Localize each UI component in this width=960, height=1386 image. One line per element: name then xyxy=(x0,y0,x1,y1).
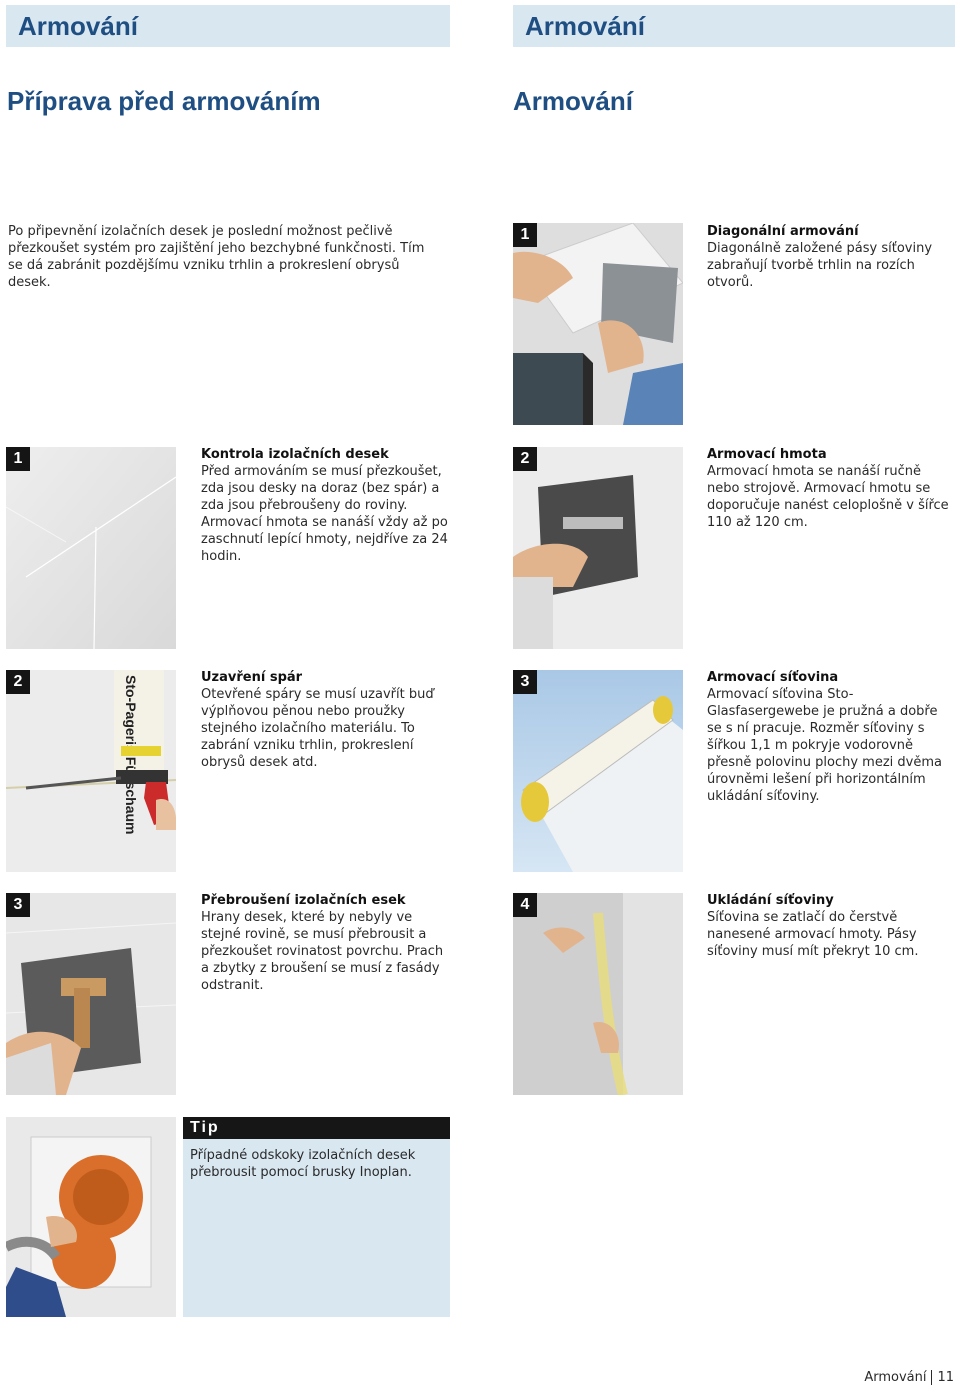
left-section-band-label: Armování xyxy=(18,11,138,41)
caption-title: Kontrola izolačních desek xyxy=(201,447,389,462)
caption-text: Otevřené spáry se musí uzavřít buď výplňovou pěnou nebo proužky stejného izolačního materiálu. To zabrání vzniku trhlin, prokreslení obrysů desek atd. xyxy=(201,687,434,770)
caption-reinforcing-mesh xyxy=(707,669,955,805)
page-footer xyxy=(864,1370,954,1385)
right-page-title: Armování xyxy=(513,86,633,116)
caption-diagonal-reinforcement xyxy=(707,223,955,291)
tip-heading xyxy=(183,1117,450,1139)
step-number-badge: 2 xyxy=(6,670,30,694)
step-number-badge: 1 xyxy=(513,223,537,247)
step-number-badge: 3 xyxy=(513,670,537,694)
photo-inoplan-sander xyxy=(6,1117,176,1317)
page-number: 11 xyxy=(937,1370,954,1385)
photo-foam-gun xyxy=(6,670,176,872)
tip-text: Případné odskoky izolačních desek přebrousit pomocí brusky Inoplan. xyxy=(190,1148,416,1180)
photo-diagonal-mesh xyxy=(513,223,683,425)
caption-title: Uzavření spár xyxy=(201,670,303,685)
caption-text: Armovací hmota se nanáší ručně nebo strojově. Armovací hmotu se doporučuje nanést celoplošně v šířce 110 až 120 cm. xyxy=(707,464,949,530)
caption-board-check xyxy=(201,446,449,565)
caption-title: Armovací síťovina xyxy=(707,670,839,685)
caption-reinforcing-mortar xyxy=(707,446,955,531)
photo-board-check xyxy=(6,447,176,649)
caption-text: Síťovina se zatlačí do čerstvě nanesené armovací hmoty. Pásy síťoviny musí mít překryt 10 cm. xyxy=(707,910,919,959)
intro-paragraph: Po připevnění izolačních desek je poslední možnost pečlivě přezkoušet systém pro zajištění jeho bezchybné funkčnosti. Tím se dá zabránit pozdějšímu vzniku trhlin a prokreslení obrysů desek. xyxy=(8,224,425,290)
photo-trowel-mortar xyxy=(513,447,683,649)
caption-title: Diagonální armování xyxy=(707,224,859,239)
caption-text: Diagonálně založené pásy síťoviny zabraňují tvorbě trhlin na rozích otvorů. xyxy=(707,241,933,290)
step-number-badge: 1 xyxy=(6,447,30,471)
right-section-band xyxy=(513,5,955,47)
caption-title: Armovací hmota xyxy=(707,447,827,462)
photo-sanding-board xyxy=(6,893,176,1095)
caption-text: Armovací síťovina Sto-Glasfasergewebe je pružná a dobře se s ní pracuje. Rozměr síťoviny s šířkou 1,1 m pokryje vodorovně přesně polovinu plochy mezi dvěma úrovněmi lešení při horizontálním ukládání síťoviny. xyxy=(707,687,942,804)
caption-joint-sealing xyxy=(201,669,449,771)
tip-label: Tip xyxy=(190,1119,220,1136)
footer-separator xyxy=(931,1370,932,1385)
caption-text: Před armováním se musí přezkoušet, zda jsou desky na doraz (bez spár) a zda jsou přebroušeny do roviny. Armovací hmota se nanáší vždy až po zaschnutí lepící hmoty, nejdříve za 24 hodin. xyxy=(201,464,448,564)
photo-embedding-mesh xyxy=(513,893,683,1095)
caption-mesh-embedding xyxy=(707,892,955,960)
left-page-title: Příprava před armováním xyxy=(7,86,321,116)
photo-mesh-roll xyxy=(513,670,683,872)
step-number-badge: 2 xyxy=(513,447,537,471)
tip-box xyxy=(183,1139,450,1317)
caption-title: Ukládání síťoviny xyxy=(707,893,834,908)
caption-text: Hrany desek, které by nebyly ve stejné rovině, se musí přebrousit a přezkoušet rovinatost povrchu. Prach a zbytky z broušení se musí z fasády odstranit. xyxy=(201,910,444,993)
right-section-band-label: Armování xyxy=(525,11,645,41)
step-number-badge: 3 xyxy=(6,893,30,917)
step-number-badge: 4 xyxy=(513,893,537,917)
caption-title: Přebroušení izolačních esek xyxy=(201,893,406,908)
left-section-band xyxy=(6,5,450,47)
caption-sanding xyxy=(201,892,449,994)
footer-section: Armování xyxy=(864,1370,927,1385)
